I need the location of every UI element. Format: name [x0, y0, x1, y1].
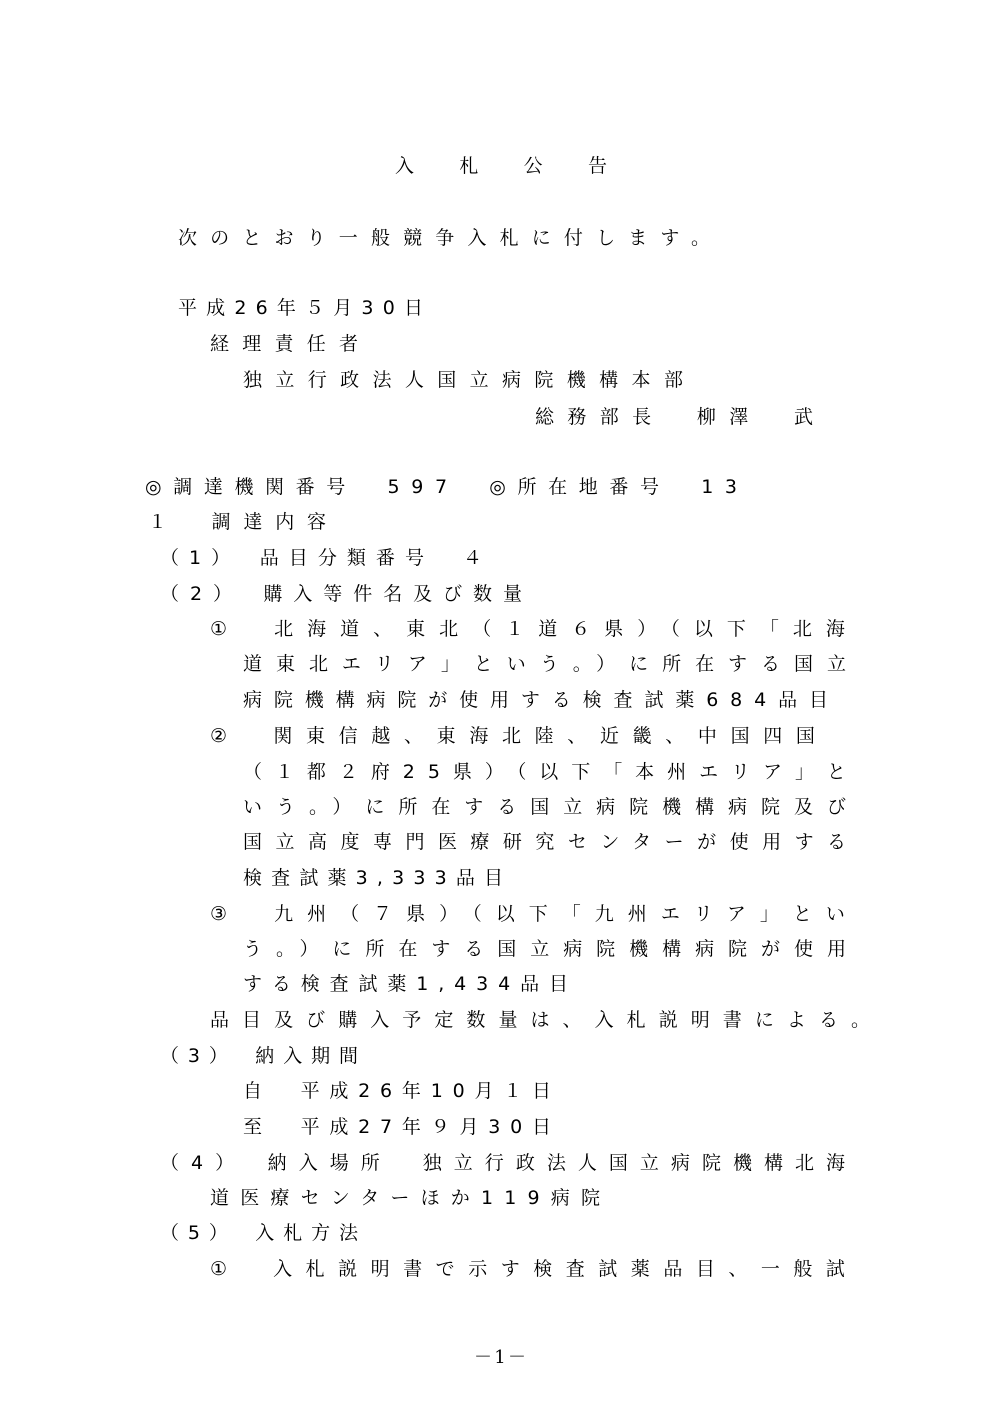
purchase-sub1-line3: 病院機構病院が使用する検査試薬684品目 [243, 689, 840, 711]
delivery-period-from: 自 平成26年10月１日 [243, 1080, 561, 1102]
official-name: 総務部長 柳澤 武 [535, 406, 827, 428]
official-role: 経理責任者 [210, 333, 372, 355]
bid-method-sub1: ① 入札説明書で示す検査試薬品目、一般試 [210, 1258, 859, 1280]
notice-title: 入 札 公 告 [395, 155, 621, 177]
notice-date: 平成26年５月30日 [178, 297, 433, 319]
item-purchase-heading: （2） 購入等件名及び数量 [160, 583, 533, 605]
page-number: － 1 － [474, 1347, 525, 1368]
purchase-sub2-line1: ② 関東信越、東海北陸、近畿、中国四国 [210, 725, 829, 747]
bid-method-heading: （5） 入札方法 [160, 1222, 367, 1244]
purchase-note: 品目及び購入予定数量は、入札説明書による。 [210, 1009, 884, 1031]
purchase-sub1-line1: ① 北海道、東北（１道６県）（以下「北海 [210, 618, 859, 640]
purchase-sub3-line1: ③ 九州（７県）（以下「九州エリア」とい [210, 903, 859, 925]
purchase-sub1-line2: 道東北エリア」という。）に所在する国立 [243, 653, 860, 675]
official-organization: 独立行政法人国立病院機構本部 [243, 369, 697, 391]
purchase-sub2-line3: いう。）に所在する国立病院機構病院及び [243, 796, 860, 818]
intro-text: 次のとおり一般競争入札に付します。 [178, 227, 724, 249]
delivery-place-line2: 道医療センターほか119病院 [210, 1187, 612, 1209]
delivery-period-to: 至 平成27年９月30日 [243, 1116, 561, 1138]
purchase-sub2-line2: （１都２府25県）（以下「本州エリア」と [243, 761, 859, 783]
agency-codes: ◎調達機関番号 597 ◎所在地番号 13 [145, 476, 749, 498]
delivery-place-line1: （4） 納入場所 独立行政法人国立病院機構北海 [160, 1152, 858, 1174]
purchase-sub3-line3: する検査試薬1,434品目 [243, 973, 578, 995]
purchase-sub2-line4: 国立高度専門医療研究センターが使用する [243, 831, 860, 853]
purchase-sub3-line2: う。）に所在する国立病院機構病院が使用 [243, 938, 860, 960]
section-heading: １ 調達内容 [148, 511, 339, 533]
item-classification: （1） 品目分類番号 ４ [160, 547, 493, 569]
purchase-sub2-line5: 検査試薬3,333品目 [243, 867, 513, 889]
delivery-period-heading: （3） 納入期間 [160, 1045, 367, 1067]
